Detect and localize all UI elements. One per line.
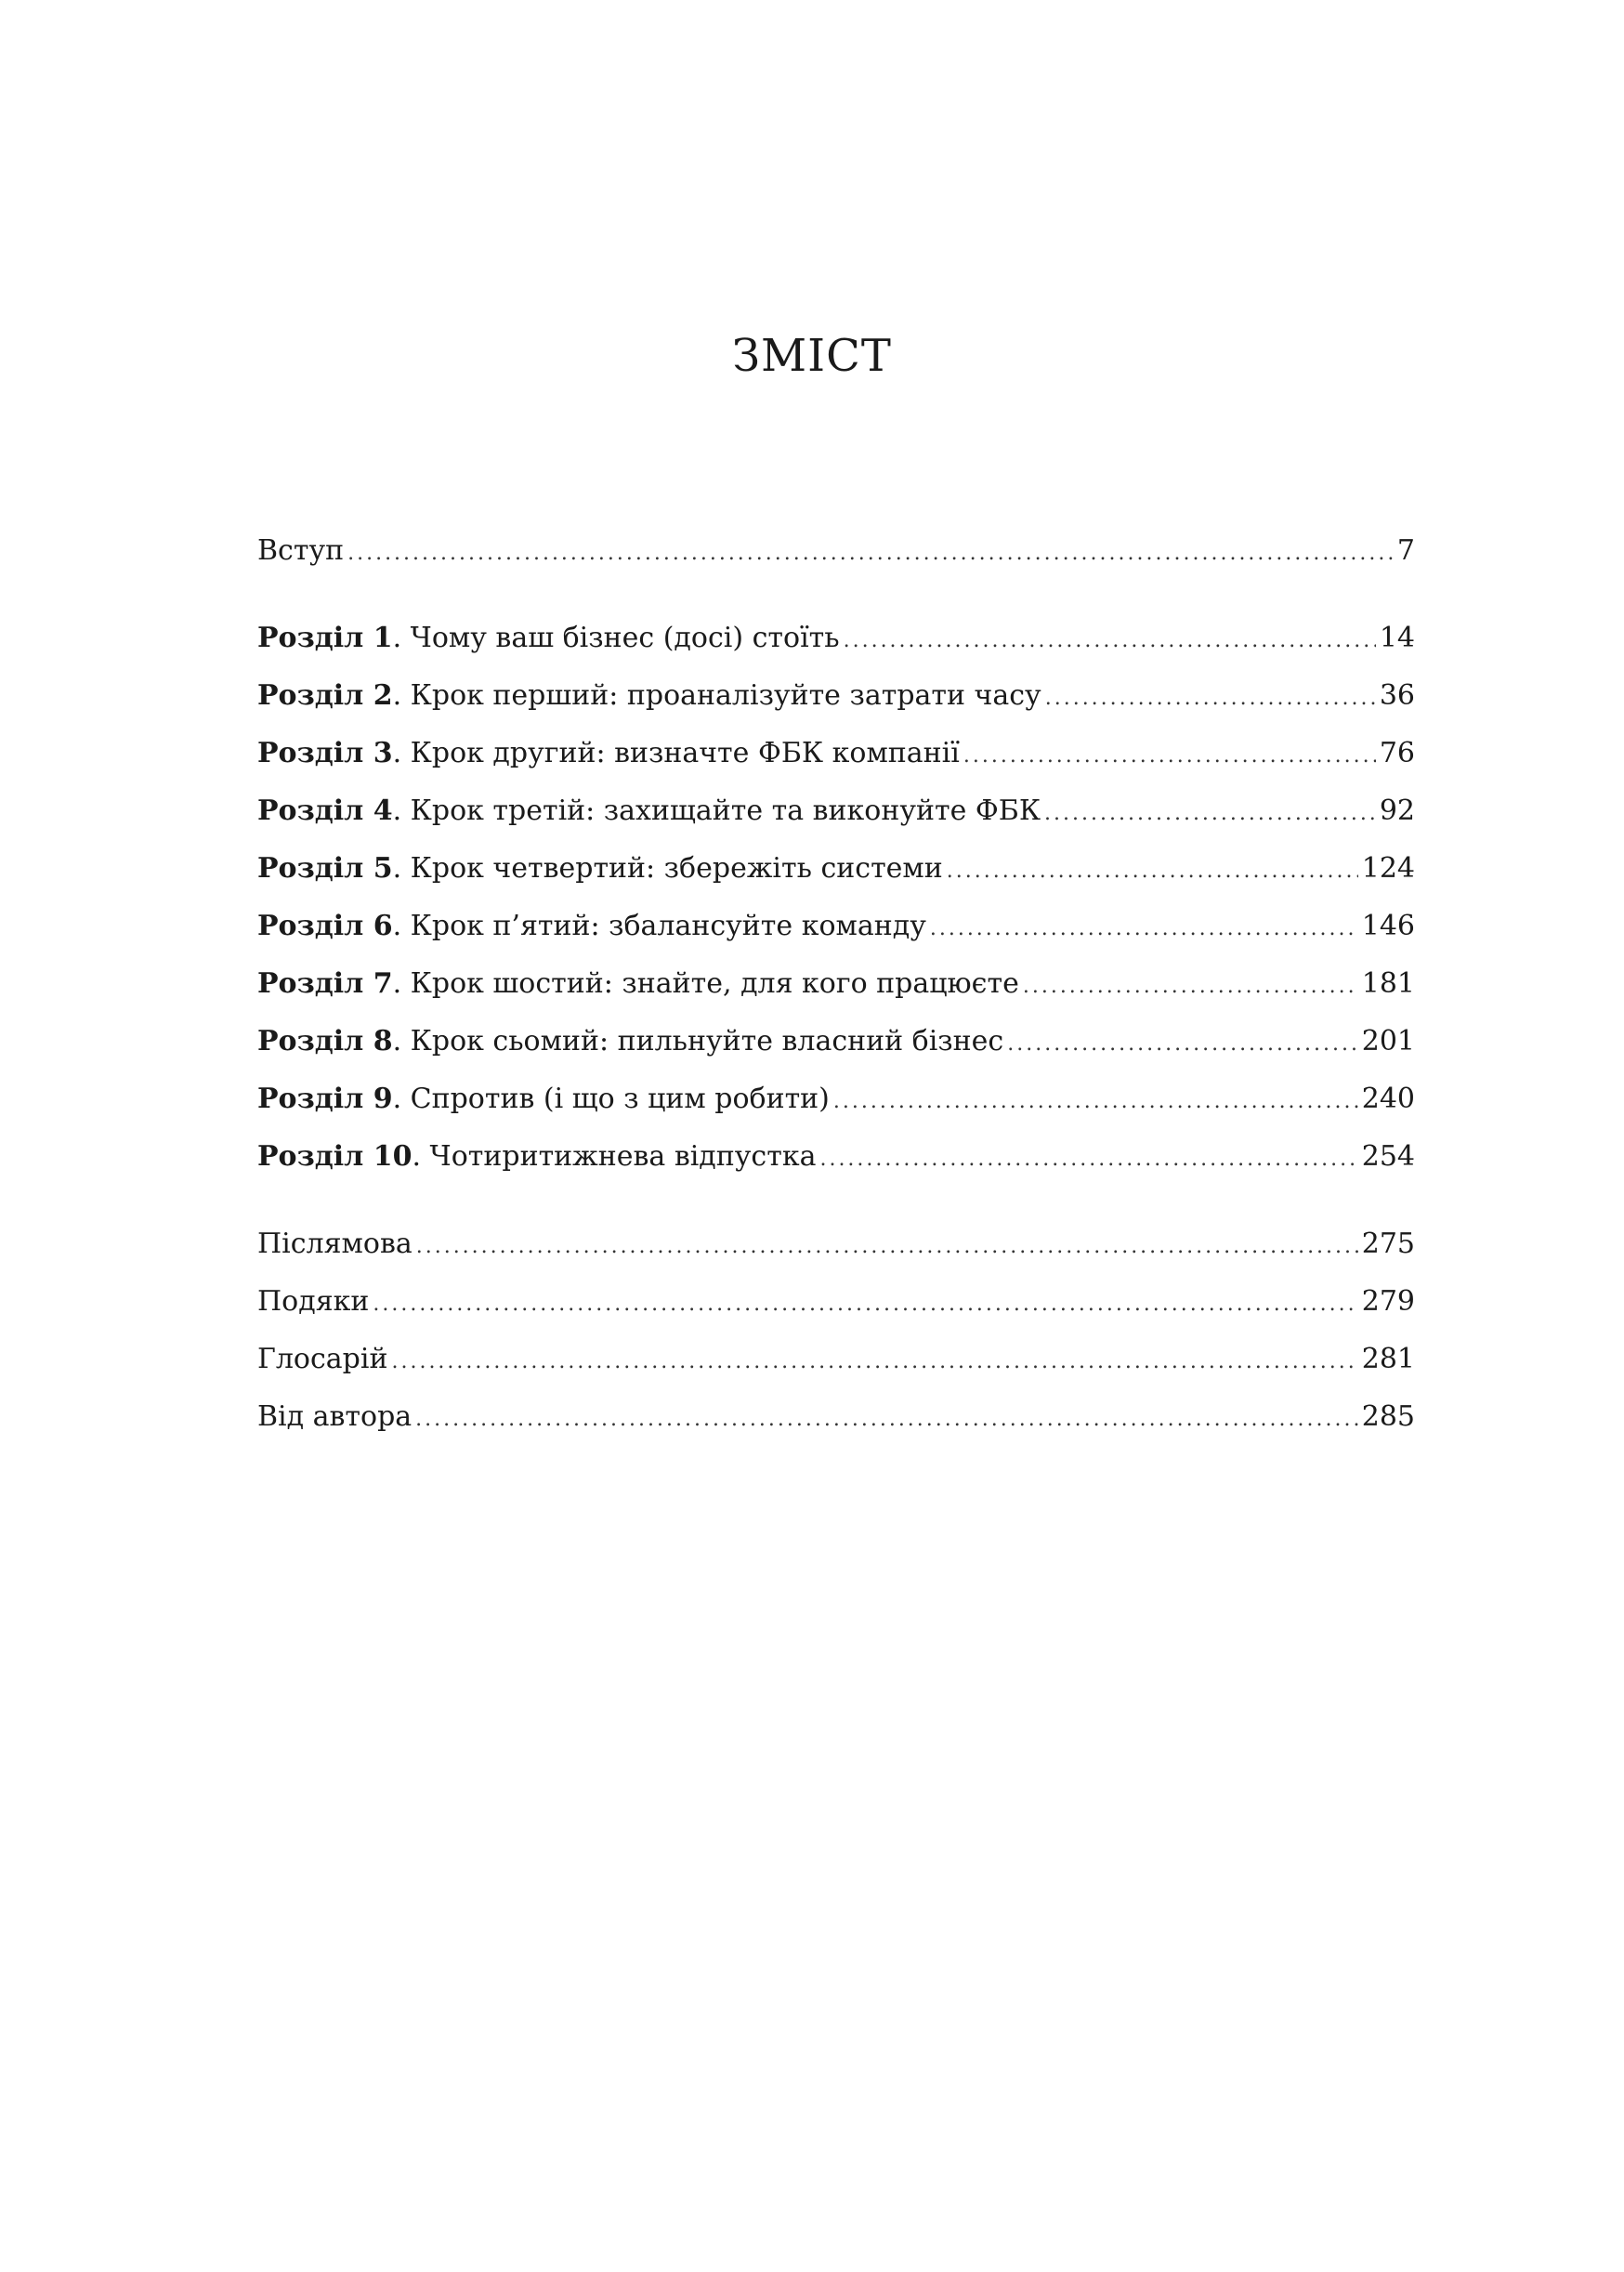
chapter-title: . Крок сьомий: пильнуйте власний бізнес [392,1025,1004,1057]
entry-title: Вступ [257,534,345,567]
entry-title: Глосарій [257,1343,388,1375]
entry-title [257,1070,830,1128]
chapter-prefix: Розділ 2 [257,679,393,712]
chapter-prefix: Розділ 8 [257,1025,393,1057]
chapter-title: . Крок другий: визначте ФБК компанії [392,737,960,769]
chapter-title: . Спротив (і що з цим робити) [392,1083,830,1115]
chapter-prefix: Розділ 10 [257,1140,413,1173]
entry-title [257,1128,816,1186]
toc-entry-chapter-1[interactable] [257,610,1415,667]
entry-page-number: 254 [1361,1140,1415,1173]
dot-leader [1007,1016,1358,1073]
entry-title: Від автора [257,1400,413,1433]
entry-title [257,1013,1003,1070]
chapter-prefix: Розділ 4 [257,795,393,827]
entry-title: Післямова [257,1228,413,1260]
toc-entry-intro[interactable] [257,522,1415,580]
chapter-title: . Крок п’ятий: збалансуйте команду [392,910,926,942]
entry-page-number: 279 [1361,1285,1415,1318]
entry-title [257,840,943,898]
dot-leader [416,1218,1358,1276]
chapter-title: . Чому ваш бізнес (досі) стоїть [392,622,840,654]
entry-page-number: 14 [1379,622,1415,654]
dot-leader [1023,958,1358,1016]
entry-title [257,725,960,782]
entry-page-number: 76 [1379,737,1415,769]
entry-title [257,898,926,955]
chapter-prefix: Розділ 5 [257,852,393,885]
entry-page-number: 7 [1396,534,1415,567]
toc-chapters-group [257,610,1415,1186]
dot-leader [373,1276,1357,1333]
entry-page-number: 201 [1361,1025,1415,1057]
dot-leader [415,1391,1358,1449]
entry-title [257,955,1019,1013]
entry-page-number: 181 [1361,967,1415,1000]
chapter-prefix: Розділ 7 [257,967,393,1000]
dot-leader [963,728,1376,785]
dot-leader [930,900,1358,958]
chapter-prefix: Розділ 6 [257,910,393,942]
dot-leader [347,525,1394,583]
dot-leader [1044,785,1376,843]
entry-page-number: 240 [1361,1083,1415,1115]
dot-leader [833,1073,1358,1131]
chapter-title: . Крок перший: проаналізуйте затрати часу [392,679,1041,712]
entry-page-number: 92 [1379,795,1415,827]
toc-entry-chapter-5[interactable] [257,840,1415,898]
dot-leader [391,1333,1357,1391]
chapter-prefix: Розділ 9 [257,1083,393,1115]
toc-entry-chapter-2[interactable] [257,667,1415,725]
entry-page-number: 146 [1361,910,1415,942]
entry-page-number: 285 [1361,1400,1415,1433]
toc-back-matter-group [257,1215,1415,1446]
entry-page-number: 124 [1361,852,1415,885]
entry-title [257,782,1041,840]
entry-page-number: 275 [1361,1228,1415,1260]
toc-entry-chapter-3[interactable] [257,725,1415,782]
chapter-title: . Крок третій: захищайте та виконуйте ФБК [392,795,1041,827]
dot-leader [819,1131,1357,1189]
toc-entry-from-author[interactable] [257,1388,1415,1446]
toc-entry-glossary[interactable] [257,1331,1415,1388]
dot-leader [1045,670,1376,728]
entry-page-number: 281 [1361,1343,1415,1375]
toc-entry-chapter-7[interactable] [257,955,1415,1013]
toc-entry-chapter-10[interactable] [257,1128,1415,1186]
chapter-title: . Чотиритижнева відпустка [412,1140,817,1173]
toc-entry-acknowledgements[interactable] [257,1273,1415,1331]
toc-intro-group [257,522,1415,580]
entry-title: Подяки [257,1285,370,1318]
entry-title [257,610,840,667]
chapter-prefix: Розділ 1 [257,622,393,654]
dot-leader [947,843,1358,900]
entry-title [257,667,1041,725]
entry-page-number: 36 [1379,679,1415,712]
toc-entry-chapter-9[interactable] [257,1070,1415,1128]
toc-entry-afterword[interactable] [257,1215,1415,1273]
chapter-title: . Крок четвертий: збережіть системи [392,852,943,885]
dot-leader [844,612,1376,670]
toc-entry-chapter-8[interactable] [257,1013,1415,1070]
table-of-contents [257,522,1415,1446]
toc-entry-chapter-6[interactable] [257,898,1415,955]
chapter-title: . Крок шостий: знайте, для кого працюєте [392,967,1019,1000]
toc-entry-chapter-4[interactable] [257,782,1415,840]
chapter-prefix: Розділ 3 [257,737,393,769]
page-title: ЗМІСТ [732,330,892,382]
